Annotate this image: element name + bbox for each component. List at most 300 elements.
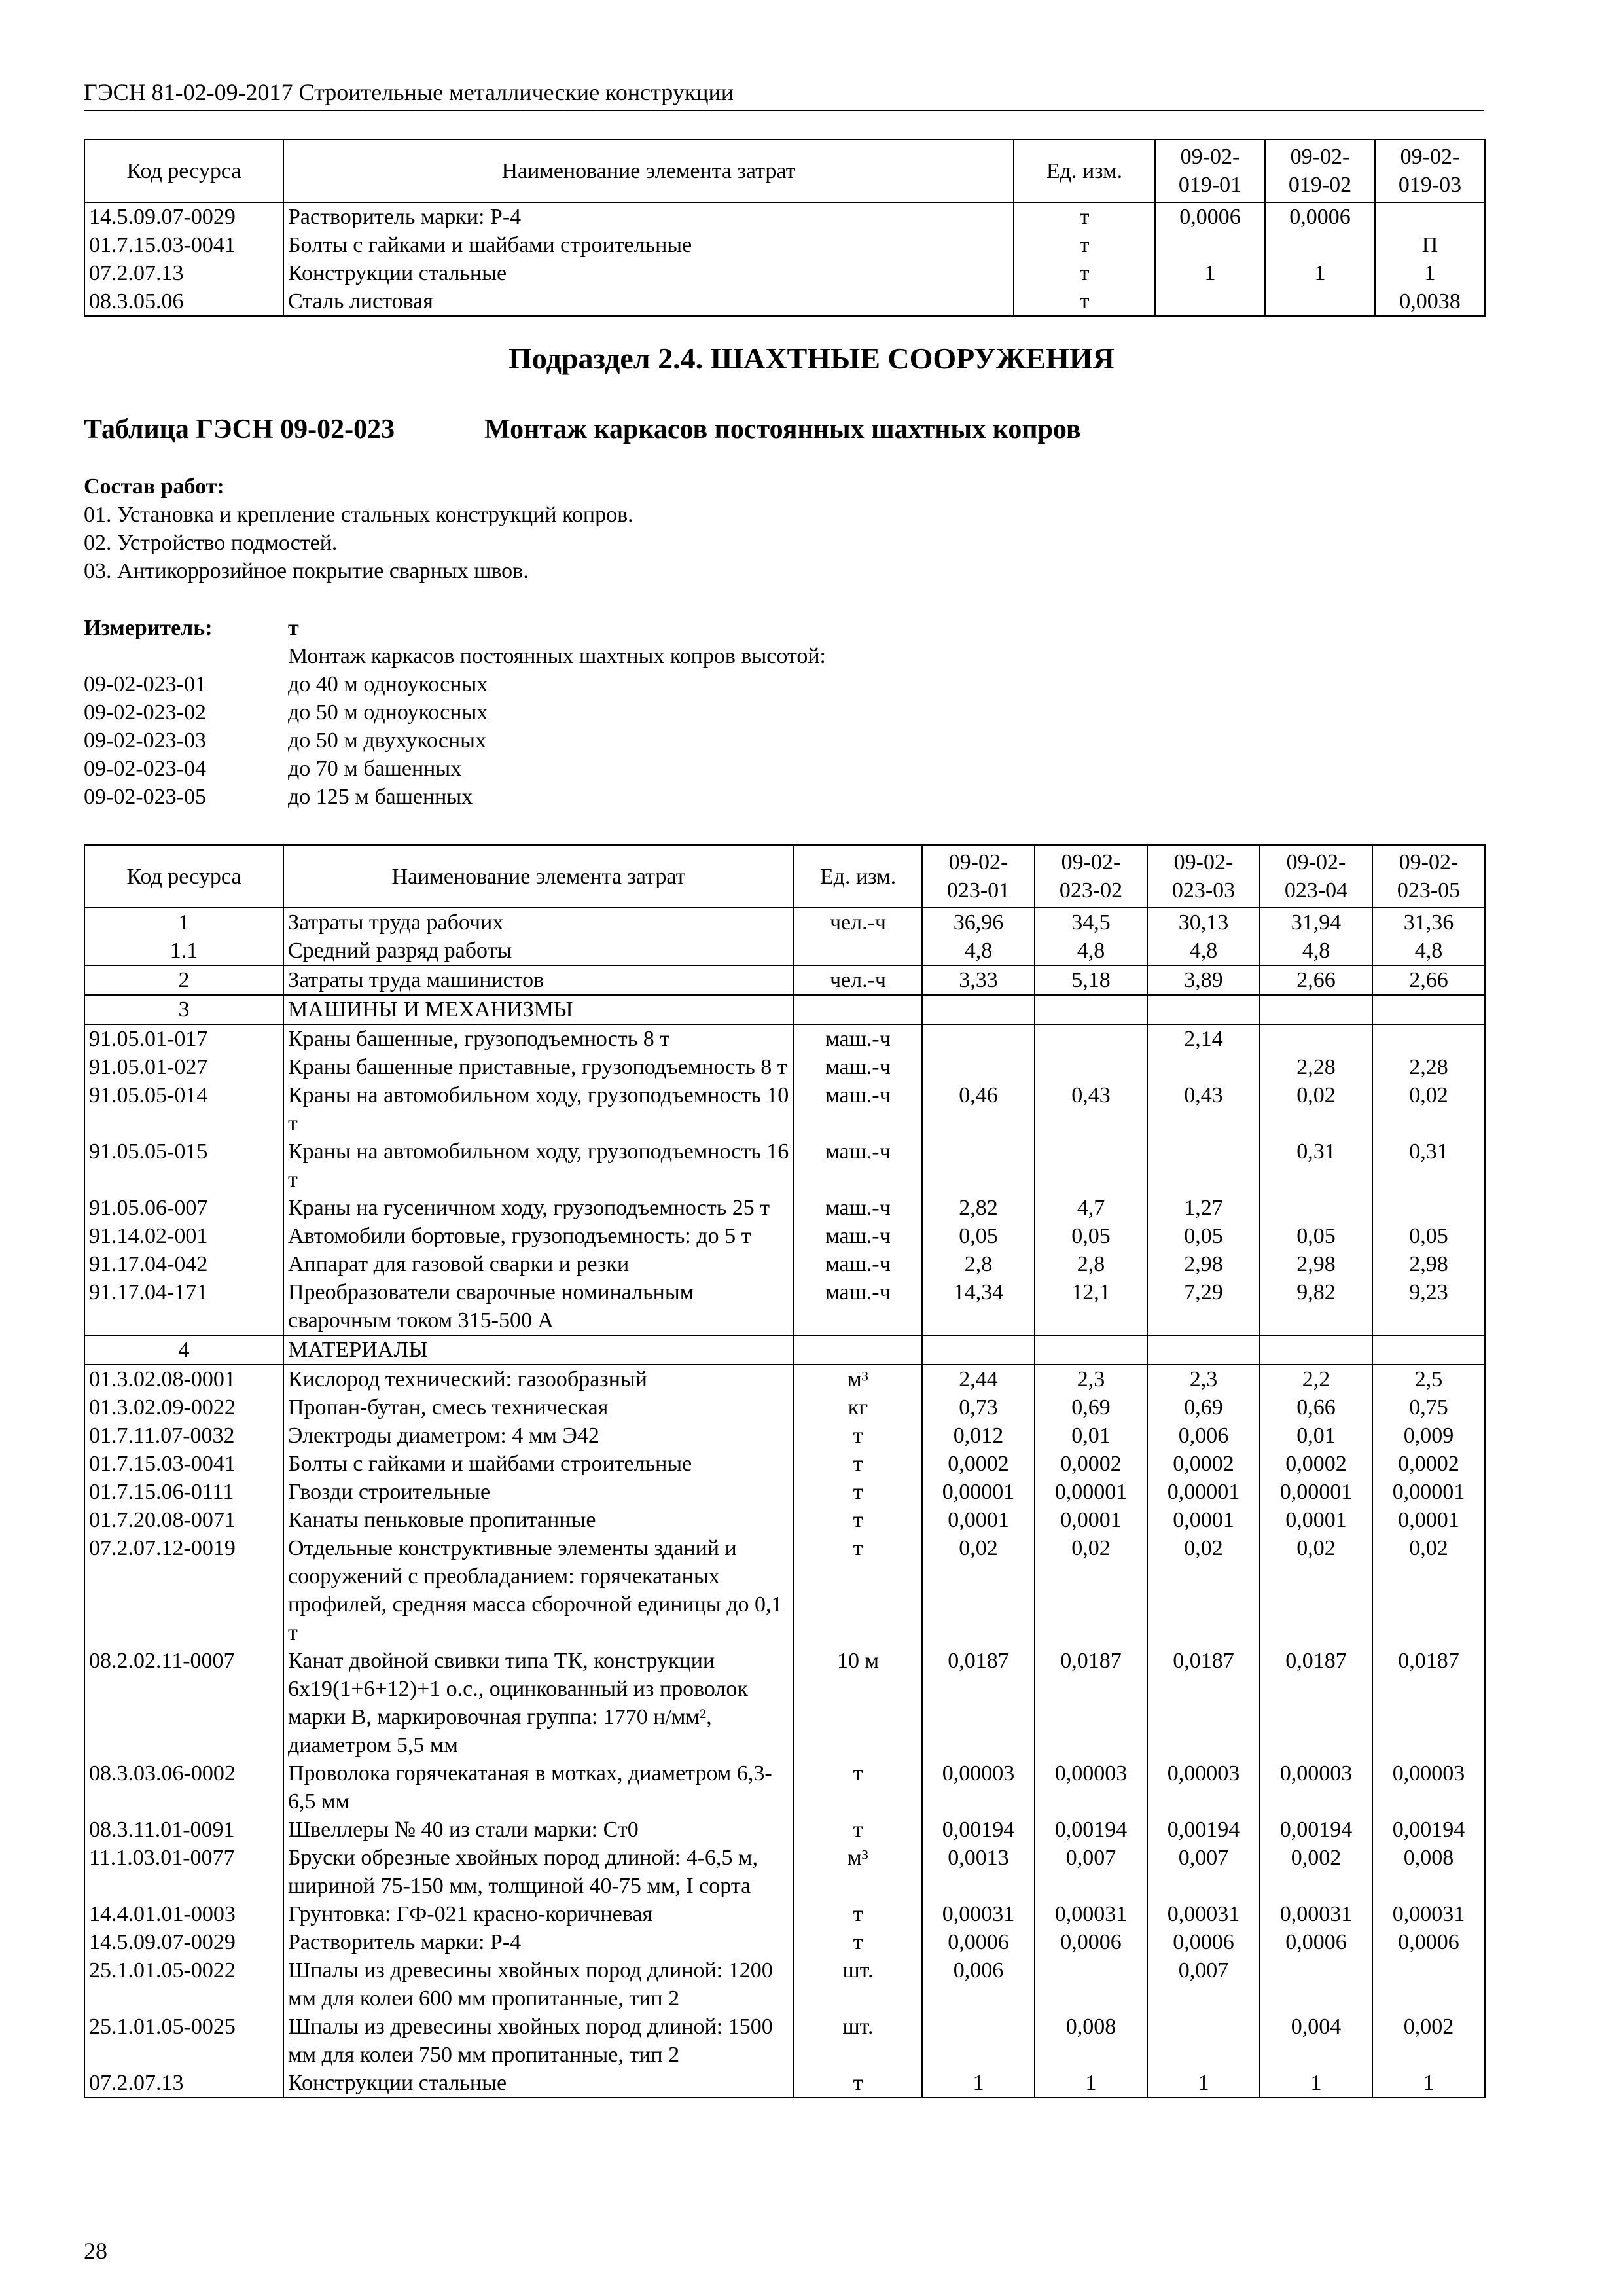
column-header-unit: Ед. изм.: [1014, 139, 1155, 202]
cell-value: 0,006: [1147, 1422, 1260, 1450]
cell-value: 0,31: [1260, 1138, 1372, 1194]
cell-value: 0,43: [1147, 1081, 1260, 1138]
work-item: 01. Установка и крепление стальных конструкций копров.: [84, 503, 633, 527]
table-header-row: [84, 139, 1485, 202]
cell-unit: т: [794, 1422, 922, 1450]
cell-value: 34,5: [1035, 908, 1147, 937]
cell-value: 0,0187: [1372, 1647, 1485, 1759]
meter-unit: т: [288, 616, 299, 640]
cell-name: Болты с гайками и шайбами строительные: [283, 1450, 794, 1478]
cell-unit: т: [794, 1450, 922, 1478]
cell-value: 0,02: [1147, 1534, 1260, 1647]
resource-table-023: [84, 844, 1486, 2098]
column-header-name: Наименование элемента затрат: [283, 139, 1014, 202]
cell-value: [1265, 231, 1375, 259]
cell-value: 1,27: [1147, 1194, 1260, 1222]
cell-value: [1155, 231, 1265, 259]
cell-name: Канат двойной свивки типа ТК, конструкции 6х19(1+6+12)+1 о.с., оцинкованный из проволок марки В, маркировочная группа: 1770 н/мм², диаметром 5,5 мм: [283, 1647, 794, 1759]
cell-name: Краны на автомобильном ходу, грузоподъемность 10 т: [283, 1081, 794, 1138]
cell-unit: т: [794, 1478, 922, 1506]
cell-name: Средний разряд работы: [283, 937, 794, 965]
cell-value: 0,02: [1035, 1534, 1147, 1647]
meter-item: [84, 698, 1484, 726]
cell-value: 1: [1375, 259, 1485, 287]
cell-unit: т: [794, 1506, 922, 1534]
cell-value: 0,0006: [1147, 1928, 1260, 1956]
table-row: [84, 1534, 1485, 1647]
column-header-variant: 09-02- 023-02: [1035, 845, 1147, 908]
cell-value: 0,00003: [1372, 1759, 1485, 1816]
cell-unit: маш.-ч: [794, 1138, 922, 1194]
cell-value: [1147, 2013, 1260, 2069]
cell-value: [922, 1335, 1035, 1365]
cell-value: 0,75: [1372, 1393, 1485, 1422]
table-row: [84, 259, 1485, 287]
cell-value: 2,98: [1260, 1250, 1372, 1278]
cell-value: [1265, 287, 1375, 316]
cell-value: 0,00031: [1035, 1900, 1147, 1928]
cell-value: 0,69: [1035, 1393, 1147, 1422]
cell-code: 01.3.02.08-0001: [84, 1365, 283, 1393]
cell-value: 0,05: [1147, 1222, 1260, 1250]
cell-value: 4,8: [1260, 937, 1372, 965]
cell-value: [922, 2013, 1035, 2069]
cell-value: 0,0001: [1147, 1506, 1260, 1534]
cell-value: 2,66: [1372, 965, 1485, 995]
cell-value: 1: [922, 2069, 1035, 2098]
cell-value: 0,0006: [1260, 1928, 1372, 1956]
cell-value: [1260, 1194, 1372, 1222]
cell-name: Канаты пеньковые пропитанные: [283, 1506, 794, 1534]
cell-value: 2,5: [1372, 1365, 1485, 1393]
cell-value: 36,96: [922, 908, 1035, 937]
cell-value: 0,00003: [1147, 1759, 1260, 1816]
cell-value: 0,007: [1035, 1844, 1147, 1900]
cell-value: 0,0001: [1260, 1506, 1372, 1534]
cell-value: 14,34: [922, 1278, 1035, 1335]
table-row: [84, 2069, 1485, 2098]
cell-unit: м³: [794, 1844, 922, 1900]
table-row: [84, 1956, 1485, 2013]
cell-value: 0,0002: [1372, 1450, 1485, 1478]
cell-code: 07.2.07.12-0019: [84, 1534, 283, 1647]
cell-value: [1372, 1956, 1485, 2013]
cell-name: Краны башенные приставные, грузоподъемность 8 т: [283, 1053, 794, 1081]
cell-unit: т: [794, 1928, 922, 1956]
table-row: [84, 1250, 1485, 1278]
cell-code: 14.4.01.01-0003: [84, 1900, 283, 1928]
cell-code: 25.1.01.05-0022: [84, 1956, 283, 2013]
meter-item-text: до 70 м башенных: [288, 757, 462, 781]
table-row: [84, 995, 1485, 1024]
cell-unit: чел.-ч: [794, 965, 922, 995]
cell-value: 0,02: [1372, 1081, 1485, 1138]
cell-value: 0,02: [1372, 1534, 1485, 1647]
cell-name: Грунтовка: ГФ-021 красно-коричневая: [283, 1900, 794, 1928]
table-row: [84, 1450, 1485, 1478]
table-row: [84, 1024, 1485, 1053]
cell-code: 01.7.15.06-0111: [84, 1478, 283, 1506]
cell-code: 1.1: [84, 937, 283, 965]
cell-value: [1035, 1335, 1147, 1365]
cell-name: Растворитель марки: Р-4: [283, 202, 1014, 231]
cell-value: 0,00194: [1147, 1816, 1260, 1844]
meter-item: [84, 755, 1484, 783]
cell-value: 0,43: [1035, 1081, 1147, 1138]
meter-item: [84, 783, 1484, 811]
cell-unit: т: [794, 1759, 922, 1816]
cell-value: [1035, 1024, 1147, 1053]
cell-value: 1: [1260, 2069, 1372, 2098]
cell-value: 0,00031: [1147, 1900, 1260, 1928]
table-row: [84, 1138, 1485, 1194]
work-item: 03. Антикоррозийное покрытие сварных швов.: [84, 559, 529, 583]
column-header-variant: 09-02- 019-02: [1265, 139, 1375, 202]
cell-value: П: [1375, 231, 1485, 259]
cell-value: 2,66: [1260, 965, 1372, 995]
column-header-variant: 09-02- 023-05: [1372, 845, 1485, 908]
cell-value: 0,01: [1260, 1422, 1372, 1450]
meter-item-text: до 50 м одноукосных: [288, 700, 488, 725]
cell-value: 0,008: [1035, 2013, 1147, 2069]
cell-name: Гвозди строительные: [283, 1478, 794, 1506]
cell-value: 0,00031: [1372, 1900, 1485, 1928]
cell-name: Конструкции стальные: [283, 2069, 794, 2098]
cell-value: 2,3: [1035, 1365, 1147, 1393]
cell-unit: маш.-ч: [794, 1278, 922, 1335]
cell-value: 0,0002: [922, 1450, 1035, 1478]
meter-item-text: до 40 м одноукосных: [288, 672, 488, 696]
cell-code: 07.2.07.13: [84, 2069, 283, 2098]
cell-value: [922, 1138, 1035, 1194]
cell-code: 91.17.04-042: [84, 1250, 283, 1278]
cell-value: [1372, 1335, 1485, 1365]
cell-value: 0,0187: [922, 1647, 1035, 1759]
cell-value: 0,00003: [922, 1759, 1035, 1816]
cell-code: 2: [84, 965, 283, 995]
meter-item-text: до 50 м двухукосных: [288, 728, 486, 753]
cell-code: 1: [84, 908, 283, 937]
cell-code: 01.7.11.07-0032: [84, 1422, 283, 1450]
table-title: [84, 412, 1081, 446]
cell-value: 3,33: [922, 965, 1035, 995]
meter-item: [84, 726, 1484, 755]
cell-value: [1372, 1194, 1485, 1222]
cell-value: 0,02: [1260, 1081, 1372, 1138]
cell-value: 0,0006: [1372, 1928, 1485, 1956]
cell-code: 11.1.03.01-0077: [84, 1844, 283, 1900]
cell-value: 0,007: [1147, 1844, 1260, 1900]
cell-unit: кг: [794, 1393, 922, 1422]
cell-code: 01.7.20.08-0071: [84, 1506, 283, 1534]
cell-unit: т: [794, 1900, 922, 1928]
cell-code: 4: [84, 1335, 283, 1365]
cell-name: Растворитель марки: Р-4: [283, 1928, 794, 1956]
table-row: [84, 937, 1485, 965]
work-composition: [84, 473, 633, 585]
cell-value: [922, 995, 1035, 1024]
column-header-code: Код ресурса: [84, 139, 283, 202]
resource-table-019: [84, 139, 1486, 317]
table-row: [84, 1365, 1485, 1393]
cell-name: Затраты труда рабочих: [283, 908, 794, 937]
cell-value: 2,8: [922, 1250, 1035, 1278]
subsection-heading: Подраздел 2.4. ШАХТНЫЕ СООРУЖЕНИЯ: [508, 342, 1115, 375]
cell-unit: т: [1014, 287, 1155, 316]
cell-value: 7,29: [1147, 1278, 1260, 1335]
cell-name: Пропан-бутан, смесь техническая: [283, 1393, 794, 1422]
cell-value: 2,8: [1035, 1250, 1147, 1278]
cell-value: [1035, 995, 1147, 1024]
cell-value: 2,3: [1147, 1365, 1260, 1393]
cell-value: 2,82: [922, 1194, 1035, 1222]
cell-value: 1: [1035, 2069, 1147, 2098]
cell-value: 0,008: [1372, 1844, 1485, 1900]
cell-value: 2,44: [922, 1365, 1035, 1393]
cell-value: 0,00194: [922, 1816, 1035, 1844]
cell-code: 91.05.05-014: [84, 1081, 283, 1138]
cell-code: 25.1.01.05-0025: [84, 2013, 283, 2069]
cell-name: Бруски обрезные хвойных пород длиной: 4-6,5 м, шириной 75-150 мм, толщиной 40-75 мм, I сорта: [283, 1844, 794, 1900]
cell-value: [1372, 1024, 1485, 1053]
table-row: [84, 1194, 1485, 1222]
cell-value: 3,89: [1147, 965, 1260, 995]
meter-item-text: до 125 м башенных: [288, 785, 473, 809]
cell-value: 0,0001: [1372, 1506, 1485, 1534]
cell-value: 0,0002: [1147, 1450, 1260, 1478]
cell-name: Конструкции стальные: [283, 259, 1014, 287]
column-header-code: Код ресурса: [84, 845, 283, 908]
cell-unit: шт.: [794, 2013, 922, 2069]
cell-value: 30,13: [1147, 908, 1260, 937]
cell-code: 08.3.03.06-0002: [84, 1759, 283, 1816]
cell-value: [1260, 1335, 1372, 1365]
cell-name: МАШИНЫ И МЕХАНИЗМЫ: [283, 995, 794, 1024]
cell-unit: маш.-ч: [794, 1081, 922, 1138]
cell-name: Сталь листовая: [283, 287, 1014, 316]
page-number: 28: [84, 2238, 107, 2264]
cell-name: Автомобили бортовые, грузоподъемность: до 5 т: [283, 1222, 794, 1250]
cell-value: 0,05: [1372, 1222, 1485, 1250]
cell-value: 5,18: [1035, 965, 1147, 995]
cell-value: 0,0013: [922, 1844, 1035, 1900]
cell-value: 0,006: [922, 1956, 1035, 2013]
cell-value: [1035, 1053, 1147, 1081]
table-row: [84, 1393, 1485, 1422]
work-composition-label: Состав работ:: [84, 475, 224, 499]
cell-unit: шт.: [794, 1956, 922, 2013]
cell-code: 91.05.01-017: [84, 1024, 283, 1053]
cell-unit: т: [794, 2069, 922, 2098]
cell-value: [1155, 287, 1265, 316]
cell-unit: [794, 1335, 922, 1365]
cell-name: Преобразователи сварочные номинальным сварочным током 315-500 А: [283, 1278, 794, 1335]
column-header-unit: Ед. изм.: [794, 845, 922, 908]
cell-value: 4,8: [922, 937, 1035, 965]
meter-item-code: 09-02-023-01: [84, 672, 206, 696]
cell-value: 0,0006: [1155, 202, 1265, 231]
table-row: [84, 1053, 1485, 1081]
cell-value: 0,69: [1147, 1393, 1260, 1422]
cell-value: 2,2: [1260, 1365, 1372, 1393]
cell-unit: м³: [794, 1365, 922, 1393]
table-row: [84, 231, 1485, 259]
cell-value: 1: [1265, 259, 1375, 287]
table-row: [84, 1478, 1485, 1506]
cell-code: 3: [84, 995, 283, 1024]
cell-value: [1147, 1335, 1260, 1365]
meter-item-code: 09-02-023-02: [84, 700, 206, 725]
cell-value: 0,0006: [1035, 1928, 1147, 1956]
cell-value: 0,66: [1260, 1393, 1372, 1422]
cell-value: 4,8: [1372, 937, 1485, 965]
cell-code: 91.17.04-171: [84, 1278, 283, 1335]
cell-name: Проволока горячекатаная в мотках, диаметром 6,3-6,5 мм: [283, 1759, 794, 1816]
cell-value: 0,007: [1147, 1956, 1260, 2013]
cell-unit: т: [1014, 231, 1155, 259]
table-row: [84, 2013, 1485, 2069]
column-header-name: Наименование элемента затрат: [283, 845, 794, 908]
meter-item-code: 09-02-023-05: [84, 785, 206, 809]
cell-value: [922, 1024, 1035, 1053]
cell-code: 14.5.09.07-0029: [84, 202, 283, 231]
cell-code: 07.2.07.13: [84, 259, 283, 287]
column-header-variant: 09-02- 023-04: [1260, 845, 1372, 908]
cell-value: 12,1: [1035, 1278, 1147, 1335]
cell-value: 0,002: [1260, 1844, 1372, 1900]
cell-value: 0,002: [1372, 2013, 1485, 2069]
cell-value: 31,94: [1260, 908, 1372, 937]
cell-code: 08.2.02.11-0007: [84, 1647, 283, 1759]
cell-value: 0,02: [1260, 1534, 1372, 1647]
cell-unit: [794, 995, 922, 1024]
cell-value: 0,0006: [922, 1928, 1035, 1956]
cell-name: Краны на гусеничном ходу, грузоподъемность 25 т: [283, 1194, 794, 1222]
cell-code: 01.3.02.09-0022: [84, 1393, 283, 1422]
cell-value: 0,00001: [1035, 1478, 1147, 1506]
table-row: [84, 1844, 1485, 1900]
cell-value: 0,012: [922, 1422, 1035, 1450]
table-number: Таблица ГЭСН 09-02-023: [84, 414, 395, 444]
cell-value: [1035, 1956, 1147, 2013]
cell-value: 0,00001: [922, 1478, 1035, 1506]
table-row: [84, 1422, 1485, 1450]
cell-unit: маш.-ч: [794, 1250, 922, 1278]
table-header-row: [84, 845, 1485, 908]
cell-value: 0,004: [1260, 2013, 1372, 2069]
cell-value: 0,0038: [1375, 287, 1485, 316]
cell-unit: маш.-ч: [794, 1194, 922, 1222]
cell-value: 0,02: [922, 1534, 1035, 1647]
cell-value: [1147, 1053, 1260, 1081]
cell-value: 0,0002: [1035, 1450, 1147, 1478]
table-row: [84, 1081, 1485, 1138]
cell-value: 4,8: [1035, 937, 1147, 965]
table-row: [84, 1928, 1485, 1956]
cell-name: Кислород технический: газообразный: [283, 1365, 794, 1393]
table-row: [84, 1647, 1485, 1759]
meter-item-code: 09-02-023-03: [84, 728, 206, 753]
column-header-variant: 09-02- 023-03: [1147, 845, 1260, 908]
cell-unit: маш.-ч: [794, 1053, 922, 1081]
table-row: [84, 1816, 1485, 1844]
cell-value: 0,0001: [922, 1506, 1035, 1534]
meter-block: [84, 614, 1484, 811]
cell-unit: т: [1014, 259, 1155, 287]
cell-value: 0,00194: [1035, 1816, 1147, 1844]
cell-value: [1260, 1956, 1372, 2013]
table-row: [84, 965, 1485, 995]
cell-code: 01.7.15.03-0041: [84, 1450, 283, 1478]
cell-value: 1: [1155, 259, 1265, 287]
cell-name: Шпалы из древесины хвойных пород длиной: 1200 мм для колеи 600 мм пропитанные, тип 2: [283, 1956, 794, 2013]
cell-name: Затраты труда машинистов: [283, 965, 794, 995]
cell-unit: т: [794, 1534, 922, 1647]
cell-code: 01.7.15.03-0041: [84, 231, 283, 259]
meter-item-code: 09-02-023-04: [84, 757, 206, 781]
cell-value: [1147, 1138, 1260, 1194]
meter-caption: Монтаж каркасов постоянных шахтных копров высотой:: [288, 644, 826, 668]
cell-unit: т: [1014, 202, 1155, 231]
work-item: 02. Устройство подмостей.: [84, 531, 338, 555]
cell-code: 08.3.05.06: [84, 287, 283, 316]
cell-value: 0,46: [922, 1081, 1035, 1138]
column-header-variant: 09-02- 019-01: [1155, 139, 1265, 202]
cell-value: 0,0002: [1260, 1450, 1372, 1478]
cell-value: 2,14: [1147, 1024, 1260, 1053]
cell-unit: 10 м: [794, 1647, 922, 1759]
table-row: [84, 1900, 1485, 1928]
cell-value: 31,36: [1372, 908, 1485, 937]
cell-value: 0,00194: [1260, 1816, 1372, 1844]
cell-value: [1372, 995, 1485, 1024]
cell-value: 0,00003: [1260, 1759, 1372, 1816]
table-name: Монтаж каркасов постоянных шахтных копров: [484, 414, 1081, 444]
cell-code: 91.05.05-015: [84, 1138, 283, 1194]
cell-value: [1260, 995, 1372, 1024]
cell-name: Краны башенные, грузоподъемность 8 т: [283, 1024, 794, 1053]
column-header-variant: 09-02- 019-03: [1375, 139, 1485, 202]
meter-label: Измеритель:: [84, 616, 213, 640]
running-header: ГЭСН 81-02-09-2017 Строительные металлические конструкции: [84, 77, 1484, 111]
table-row: [84, 1759, 1485, 1816]
table-row: [84, 1222, 1485, 1250]
cell-value: 4,8: [1147, 937, 1260, 965]
cell-unit: маш.-ч: [794, 1024, 922, 1053]
cell-value: 1: [1147, 2069, 1260, 2098]
cell-value: 0,00194: [1372, 1816, 1485, 1844]
cell-unit: [794, 937, 922, 965]
cell-value: [1147, 995, 1260, 1024]
cell-value: [1035, 1138, 1147, 1194]
cell-name: Швеллеры № 40 из стали марки: Ст0: [283, 1816, 794, 1844]
cell-value: 0,0187: [1035, 1647, 1147, 1759]
cell-name: Электроды диаметром: 4 мм Э42: [283, 1422, 794, 1450]
cell-code: 14.5.09.07-0029: [84, 1928, 283, 1956]
cell-name: Аппарат для газовой сварки и резки: [283, 1250, 794, 1278]
cell-value: [1375, 202, 1485, 231]
cell-code: 08.3.11.01-0091: [84, 1816, 283, 1844]
cell-value: 0,01: [1035, 1422, 1147, 1450]
cell-code: 91.05.06-007: [84, 1194, 283, 1222]
table-row: [84, 1278, 1485, 1335]
table-row: [84, 1506, 1485, 1534]
cell-value: 0,31: [1372, 1138, 1485, 1194]
cell-value: 0,00031: [1260, 1900, 1372, 1928]
cell-value: 0,0001: [1035, 1506, 1147, 1534]
cell-value: 2,28: [1372, 1053, 1485, 1081]
cell-value: 9,82: [1260, 1278, 1372, 1335]
